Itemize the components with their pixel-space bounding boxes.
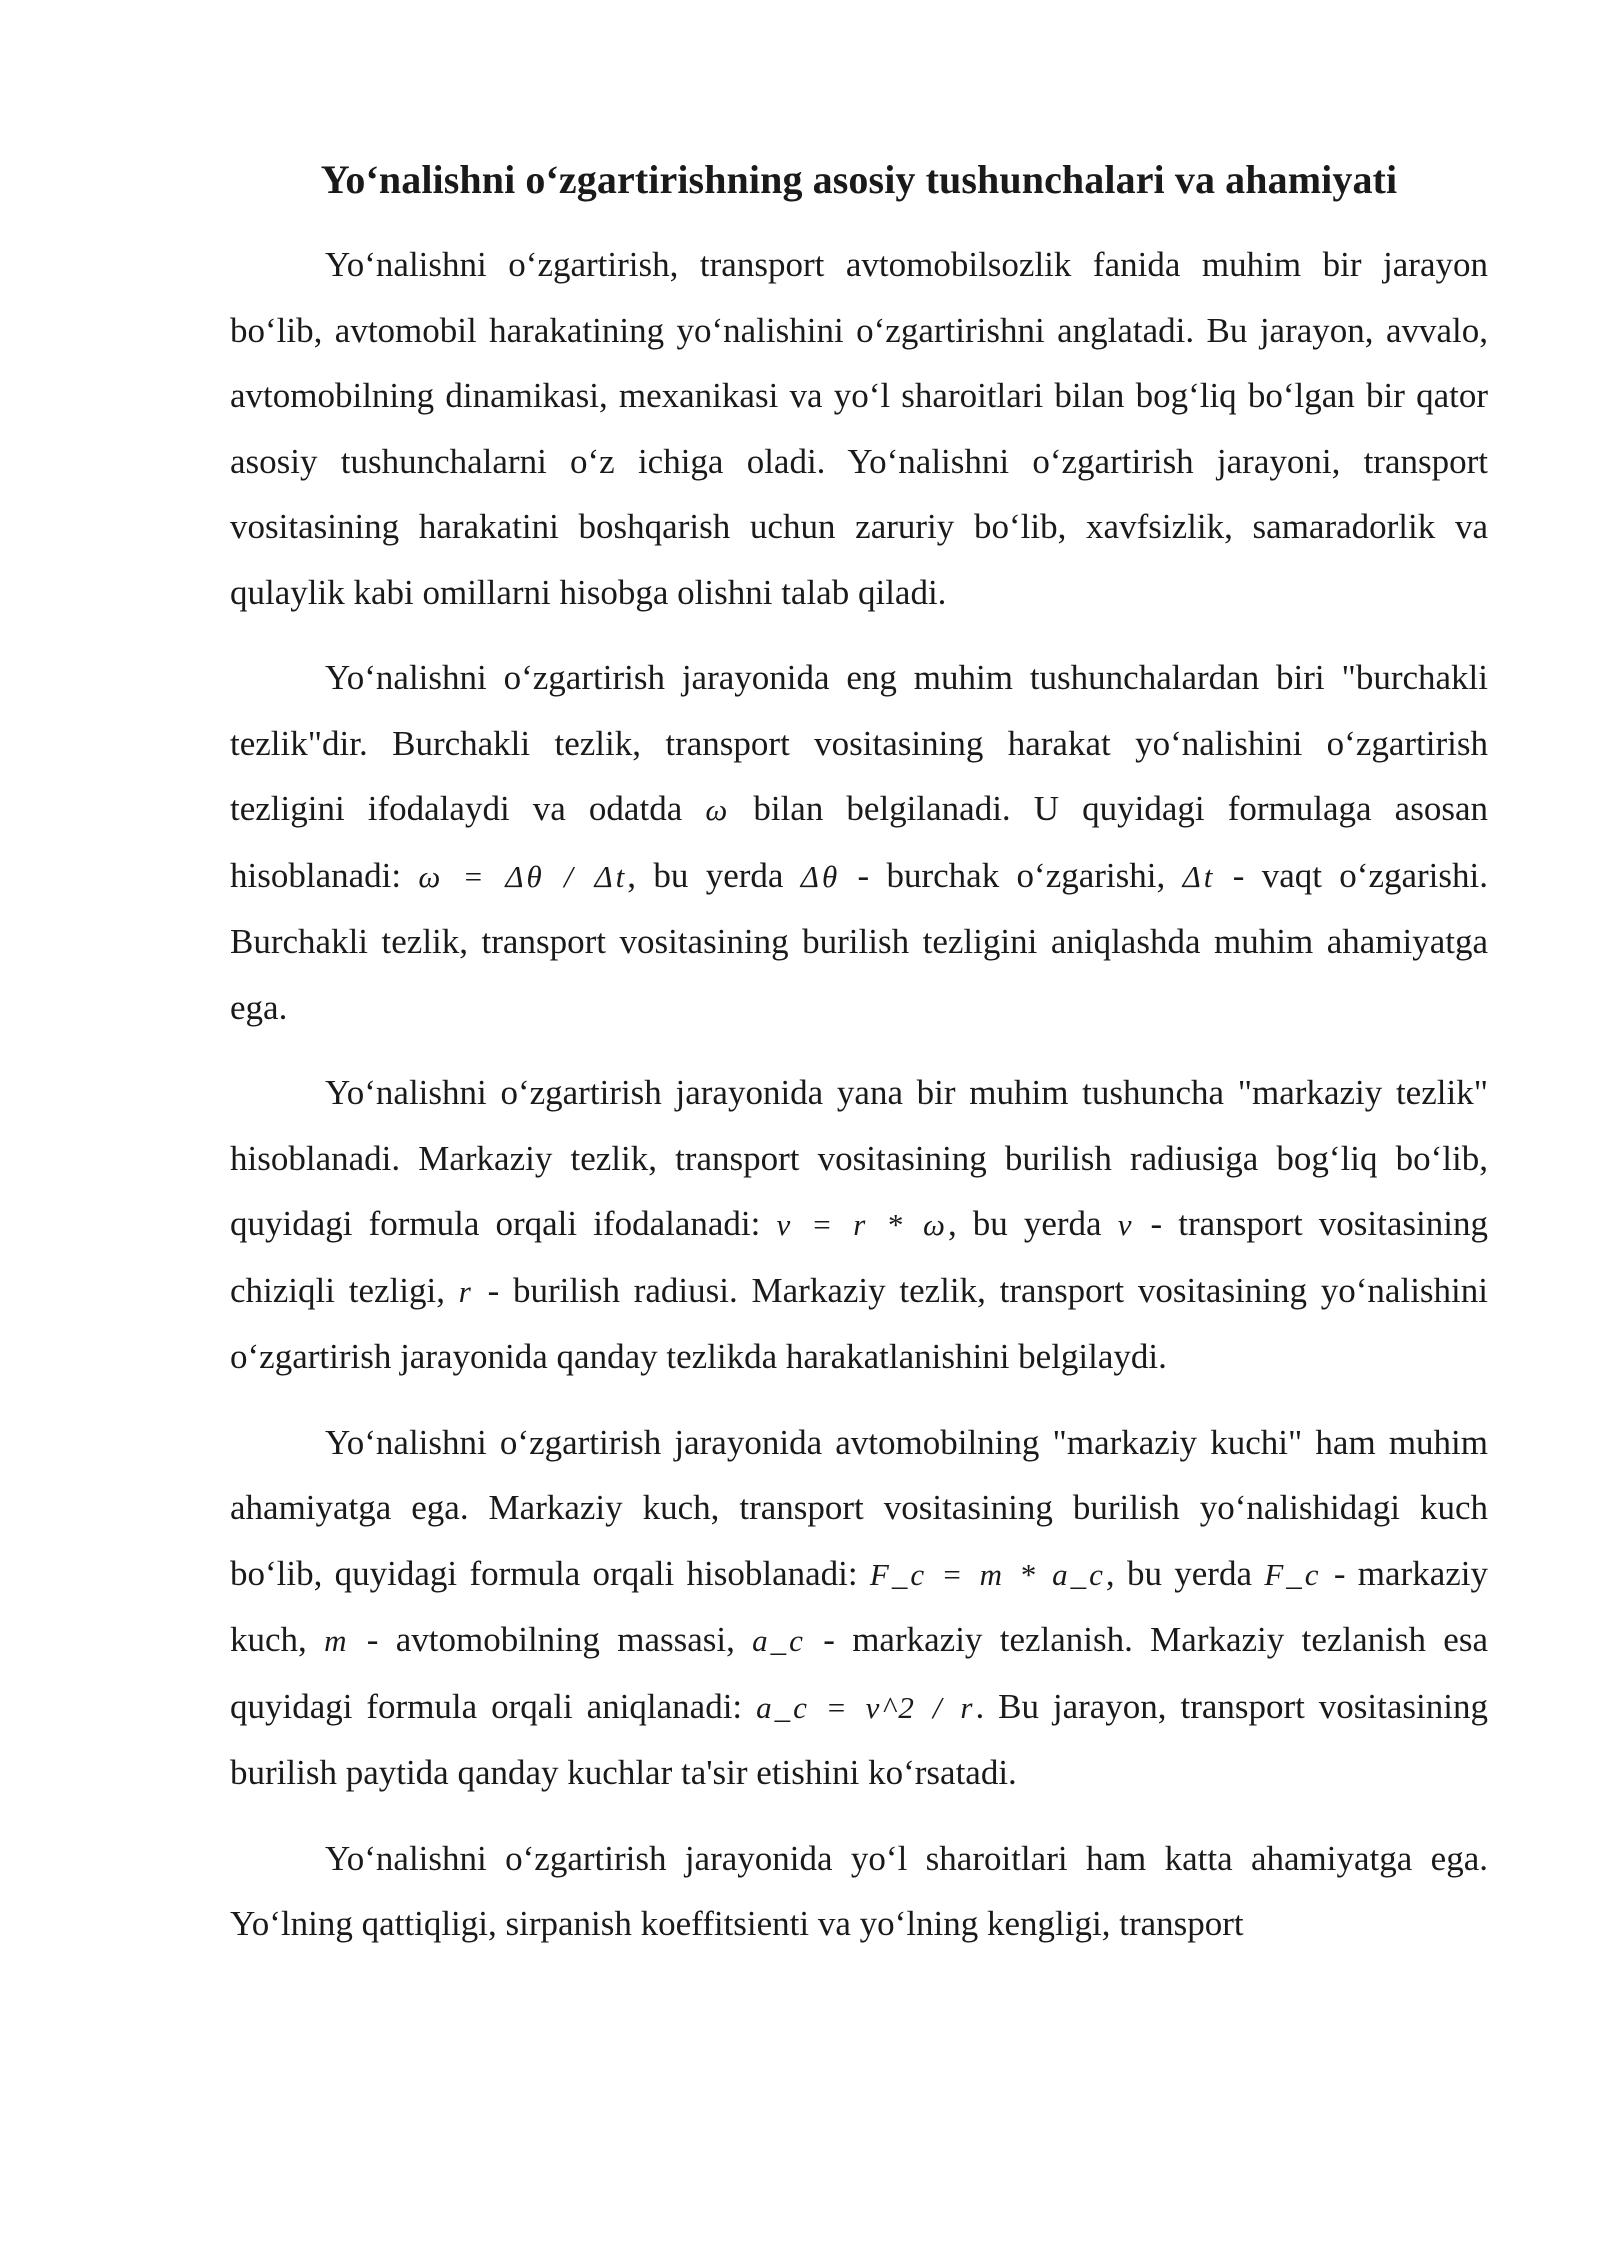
math-delta-t: Δt <box>1182 858 1216 894</box>
paragraph-text: . Bu jarayon, transport vositasining burilish paytida qanday kuchlar ta'sir etishini ko‘rsatadi. <box>230 1686 1488 1792</box>
math-formula-v: v = r * ω <box>776 1207 948 1242</box>
paragraph-text: - burilish radiusi. Markaziy tezlik, transport vositasining yo‘nalishini o‘zgartirish jarayonida qanday tezlikda harakatlanishini belgilaydi. <box>230 1270 1488 1376</box>
paragraph-5-road-conditions <box>230 1826 1488 1957</box>
paragraph-text: , bu yerda <box>1105 1553 1265 1593</box>
math-formula-fc: F_c = m * a_c <box>869 1556 1106 1592</box>
paragraph-3-central-velocity <box>230 1060 1488 1390</box>
paragraph-text: - markaziy kuch, <box>230 1553 1488 1659</box>
paragraph-text: Yo‘nalishni o‘zgartirish, transport avtomobilsozlik fanida muhim bir jarayon bo‘lib, avtomobil harakatining yo‘nalishini o‘zgartirishni anglatadi. Bu jarayon, avvalo, avtomobilning dinamikasi, mexanikasi va yo‘l sharoitlari bilan bog‘liq bo‘lgan bir qator asosiy tushunchalarni o‘z ichiga oladi. Yo‘nalishni o‘zgartirish jarayoni, transport vositasining harakatini boshqarish uchun zaruriy bo‘lib, xavfsizlik, samaradorlik va qulaylik kabi omillarni hisobga olishni talab qiladi. <box>230 245 1488 612</box>
math-ac: a_c <box>752 1623 806 1658</box>
math-formula-ac: a_c = v^2 / r <box>756 1689 976 1725</box>
paragraph-text: , bu yerda <box>627 855 801 895</box>
paragraph-text: - markaziy tezlanish. Markaziy tezlanish esa quyidagi formula orqali aniqlanadi: <box>230 1620 1488 1726</box>
paragraph-text: Yo‘nalishni o‘zgartirish jarayonida yo‘l sharoitlari ham katta ahamiyatga ega. Yo‘lning qattiqligi, sirpanish koeffitsienti va yo‘lning kengligi, transport <box>230 1838 1488 1943</box>
paragraph-text: - vaqt o‘zgarishi. Burchakli tezlik, transport vositasining burilish tezligini aniqlashda muhim ahamiyatga ega. <box>230 855 1488 1027</box>
paragraph-text: Yo‘nalishni o‘zgartirish jarayonida avtomobilning "markaziy kuchi" ham muhim ahamiyatga ega. Markaziy kuch, transport vositasining burilish yo‘nalishidagi kuch bo‘lib, quyidagi formula orqali hisoblanadi: <box>230 1422 1488 1593</box>
paragraph-text: bilan belgilanadi. U quyidagi formulaga asosan hisoblanadi: <box>230 789 1488 895</box>
math-r: r <box>458 1273 474 1309</box>
math-v: v <box>1117 1207 1135 1242</box>
math-omega: ω <box>705 792 731 827</box>
paragraph-1 <box>230 232 1488 625</box>
paragraph-text: Yo‘nalishni o‘zgartirish jarayonida eng muhim tushunchalardan biri "burchakli tezlik"dir. Burchakli tezlik, transport vositasining harakat yo‘nalishini o‘zgartirish tezligini ifodalaydi va odatda <box>230 658 1488 828</box>
paragraph-text: - burchak o‘zgarishi, <box>840 855 1183 895</box>
paragraph-2-angular-velocity <box>230 645 1488 1040</box>
document-page <box>230 150 1488 1977</box>
math-formula-omega: ω = Δθ / Δt <box>418 858 628 894</box>
math-m: m <box>324 1623 350 1658</box>
math-delta-theta: Δθ <box>800 858 841 894</box>
paragraph-text: , bu yerda <box>947 1204 1118 1243</box>
paragraph-4-central-force <box>230 1410 1488 1806</box>
math-fc: F_c <box>1264 1556 1322 1592</box>
paragraph-text: - avtomobilning massasi, <box>349 1620 753 1659</box>
paragraph-text: - transport vositasining chiziqli tezligi, <box>230 1204 1488 1310</box>
paragraph-text: Yo‘nalishni o‘zgartirish jarayonida yana bir muhim tushuncha "markaziy tezlik" hisoblanadi. Markaziy tezlik, transport vositasining burilish radiusiga bog‘liq bo‘lib, quyidagi formula orqali ifodalanadi: <box>230 1073 1488 1243</box>
document-title: Yo‘nalishni o‘zgartirishning asosiy tushunchalari va ahamiyati <box>320 157 1398 202</box>
